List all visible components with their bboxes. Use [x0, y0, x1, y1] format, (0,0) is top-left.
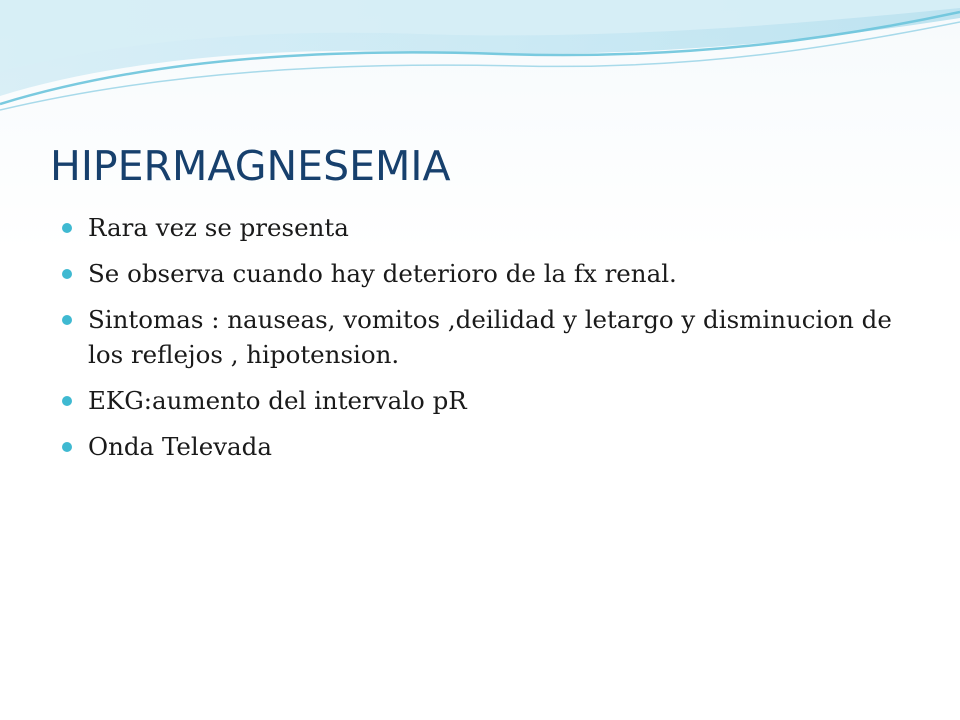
bullet-item [62, 429, 922, 464]
bullet-item [62, 210, 922, 245]
bullet-dot-icon [62, 315, 72, 325]
bullet-text: Onda Televada [88, 432, 272, 461]
decorative-wave-header [0, 0, 960, 120]
bullet-text: Sintomas : nauseas, vomitos ,deilidad y letargo y disminucion de los reflejos , hipotension. [88, 305, 892, 369]
bullet-dot-icon [62, 442, 72, 452]
bullet-item [62, 256, 922, 291]
bullet-text: Se observa cuando hay deterioro de la fx renal. [88, 259, 677, 288]
bullet-item [62, 302, 922, 372]
bullet-list [62, 210, 922, 475]
bullet-text: Rara vez se presenta [88, 213, 349, 242]
bullet-text: EKG:aumento del intervalo pR [88, 386, 467, 415]
bullet-dot-icon [62, 396, 72, 406]
slide-title: HIPERMAGNESEMIA [50, 142, 451, 190]
bullet-dot-icon [62, 269, 72, 279]
bullet-item [62, 383, 922, 418]
bullet-dot-icon [62, 223, 72, 233]
